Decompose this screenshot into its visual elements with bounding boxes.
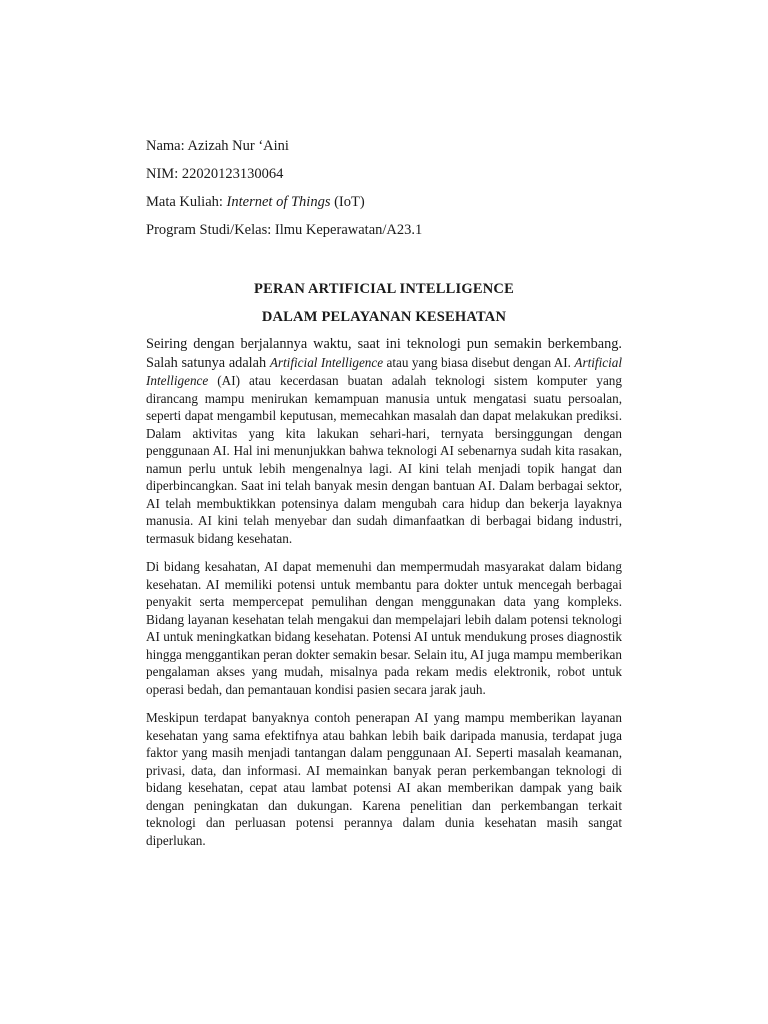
title-line-1: PERAN ARTIFICIAL INTELLIGENCE [254,281,514,297]
document-body [146,335,622,860]
course-label: Mata Kuliah: [146,194,227,210]
nim-line [146,165,626,183]
program-value: Ilmu Keperawatan/A23.1 [274,222,423,238]
name-label: Nama: [146,138,188,154]
paragraph-3: Meskipun terdapat banyaknya contoh penerapan AI yang mampu memberikan layanan kesehatan yang sama efektifnya atau bahkan lebih baik daripada manusia, terdapat juga faktor yang masih menjadi tantangan dalam penggunaan AI. Seperti masalah keamanan, privasi, data, dan informasi. AI memainkan banyak peran perkembangan teknologi di bidang kesehatan, cepat atau lambat potensi AI akan memberikan dampak yang baik dengan peningkatan dan dukungan. Karena penelitian dan perkembangan terkait teknologi dan perluasan potensi perannya dalam dunia kesehatan masih sangat diperlukan. [146,710,622,848]
nim-label: NIM: [146,166,182,182]
course-rest: (IoT) [330,194,365,210]
name-value: Azizah Nur ‘Aini [187,138,289,154]
paragraph-1-italic-2: Artificial Intelligence [146,354,623,388]
paragraph-1-text-a: Seiring dengan berjalannya waktu, saat ini teknologi pun semakin berkembang. Salah satunya adalah [146,336,622,371]
title-line-2: DALAM PELAYANAN KESEHATAN [261,309,507,325]
student-info [146,137,626,249]
course-line [146,193,626,211]
document-title [146,279,622,335]
paragraph-2: Di bidang kesahatan, AI dapat memenuhi dan mempermudah masyarakat dalam bidang kesehatan. AI memiliki potensi untuk membantu para dokter untuk mencegah berbagai penyakit serta mempercepat pemulihan dengan menggunakan data yang kompleks. Bidang layanan kesehatan telah mengakui dan mempelajari lebih dalam potensi teknologi AI untuk meningkatkan bidang kesehatan. Potensi AI untuk mendukung proses diagnostik hingga menggantikan peran dokter semakin besar. Selain itu, AI juga mampu memberikan pengalaman akses yang mudah, misalnya pada rekam medis elektronik, robot untuk operasi bedah, dan pemantauan kondisi pasien secara jarak jauh. [146,559,622,697]
paragraph-1-text-b: atau yang biasa disebut dengan AI. [383,354,575,370]
paragraph-1-text-c: (AI) atau kecerdasan buatan adalah teknologi sistem komputer yang dirancang mampu menirukan kemampuan manusia untuk mengatasi suatu persoalan, seperti dapat mengambil keputusan, memecahkan masalah dan dapat melakukan prediksi. Dalam aktivitas yang kita lakukan sehari-hari, ternyata bersinggungan dengan penggunaan AI. Hal ini menunjukkan bahwa teknologi AI sebenarnya sudah kita rasakan, namun perlu untuk lebih mengenalnya lagi. AI kini telah menjadi topik hangat dan diperbincangkan. Saat ini telah banyak mesin dengan bantuan AI. Dalam berbagai sektor, AI telah membuktikkan potensinya dalam mengubah cara hidup dan bekerja layaknya manusia. AI kini telah menyebar dan sudah dimanfaatkan di berbagai bidang industri, termasuk bidang kesehatan. [146,373,622,546]
paragraph-1-italic-1: Artificial Intelligence [269,354,384,370]
paragraph-1 [146,335,622,547]
name-line [146,137,626,155]
program-line [146,221,626,239]
course-italic: Internet of Things [226,194,331,210]
nim-value: 22020123130064 [181,166,284,182]
program-label: Program Studi/Kelas: [146,222,275,238]
